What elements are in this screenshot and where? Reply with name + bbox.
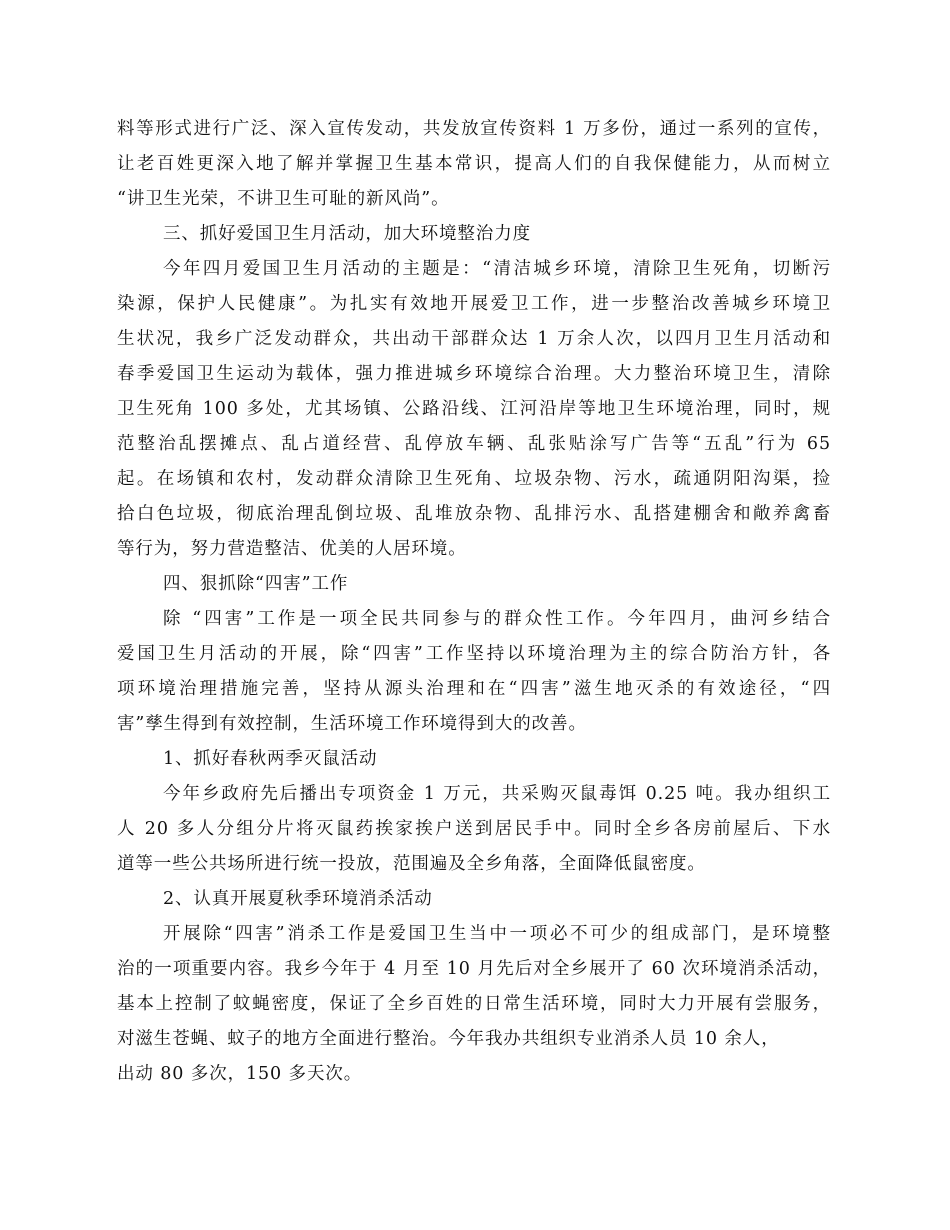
- text-line: 道等一些公共场所进行统一投放，范围遍及全乡角落，全面降低鼠密度。: [117, 854, 706, 874]
- text-line: 让老百姓更深入地了解并掌握卫生基本常识，提高人们的自我保健能力，从而树立: [117, 154, 831, 174]
- text-line: 爱国卫生月活动的开展，除“四害”工作坚持以环境治理为主的综合防治方针，各: [117, 644, 831, 664]
- section-heading: 四、狠抓除“四害”工作: [163, 574, 349, 594]
- text-line: 拾白色垃圾，彻底治理乱倒垃圾、乱堆放杂物、乱排污水、乱搭建棚舍和敞养禽畜: [117, 504, 831, 524]
- text-line: 染源，保护人民健康”。为扎实有效地开展爱卫工作，进一步整治改善城乡环境卫: [117, 294, 831, 314]
- text-line: 害”孳生得到有效控制，生活环境工作环境得到大的改善。: [117, 714, 587, 734]
- text-line: 今年乡政府先后播出专项资金 1 万元，共采购灭鼠毒饵 0.25 吨。我办组织工: [163, 784, 831, 804]
- text-line: 治的一项重要内容。我乡今年于 4 月至 10 月先后对全乡展开了 60 次环境消杀活动，: [117, 959, 831, 979]
- subsection-heading: 1、抓好春秋两季灭鼠活动: [163, 749, 378, 769]
- text-line: 出动 80 多次，150 多天次。: [117, 1064, 363, 1084]
- section-heading: 三、抓好爱国卫生月活动，加大环境整治力度: [163, 224, 531, 244]
- subsection-heading: 2、认真开展夏秋季环境消杀活动: [163, 889, 433, 909]
- text-line: 春季爱国卫生运动为载体，强力推进城乡环境综合治理。大力整治环境卫生，清除: [117, 364, 831, 384]
- text-line: 卫生死角 100 多处，尤其场镇、公路沿线、江河沿岸等地卫生环境治理，同时，规: [117, 399, 831, 419]
- text-line: 范整治乱摆摊点、乱占道经营、乱停放车辆、乱张贴涂写广告等“五乱”行为 65: [117, 434, 831, 454]
- text-line: 料等形式进行广泛、深入宣传发动，共发放宣传资料 1 万多份，通过一系列的宣传，: [117, 119, 831, 139]
- text-line: 等行为，努力营造整洁、优美的人居环境。: [117, 539, 467, 559]
- text-line: 生状况，我乡广泛发动群众，共出动干部群众达 1 万余人次，以四月卫生月活动和: [117, 329, 831, 349]
- text-line: “讲卫生光荣，不讲卫生可耻的新风尚”。: [117, 189, 450, 209]
- text-line: 项环境治理措施完善，坚持从源头治理和在“四害”滋生地灭杀的有效途径，“四: [117, 679, 831, 699]
- document-body: [117, 112, 831, 1092]
- text-line: 对滋生苍蝇、蚊子的地方全面进行整治。今年我办共组织专业消杀人员 10 余人，: [117, 1029, 780, 1049]
- text-line: 起。在场镇和农村，发动群众清除卫生死角、垃圾杂物、污水，疏通阴阳沟渠，捡: [117, 469, 831, 489]
- text-line: 人 20 多人分组分片将灭鼠药挨家挨户送到居民手中。同时全乡各房前屋后、下水: [117, 819, 831, 839]
- text-line: 开展除“四害”消杀工作是爱国卫生当中一项必不可少的组成部门，是环境整: [163, 924, 831, 944]
- text-line: 基本上控制了蚊蝇密度，保证了全乡百姓的日常生活环境，同时大力开展有尝服务，: [117, 994, 831, 1014]
- text-line: 除 “四害”工作是一项全民共同参与的群众性工作。今年四月，曲河乡结合: [163, 609, 831, 629]
- text-line: 今年四月爱国卫生月活动的主题是：“清洁城乡环境，清除卫生死角，切断污: [163, 259, 831, 279]
